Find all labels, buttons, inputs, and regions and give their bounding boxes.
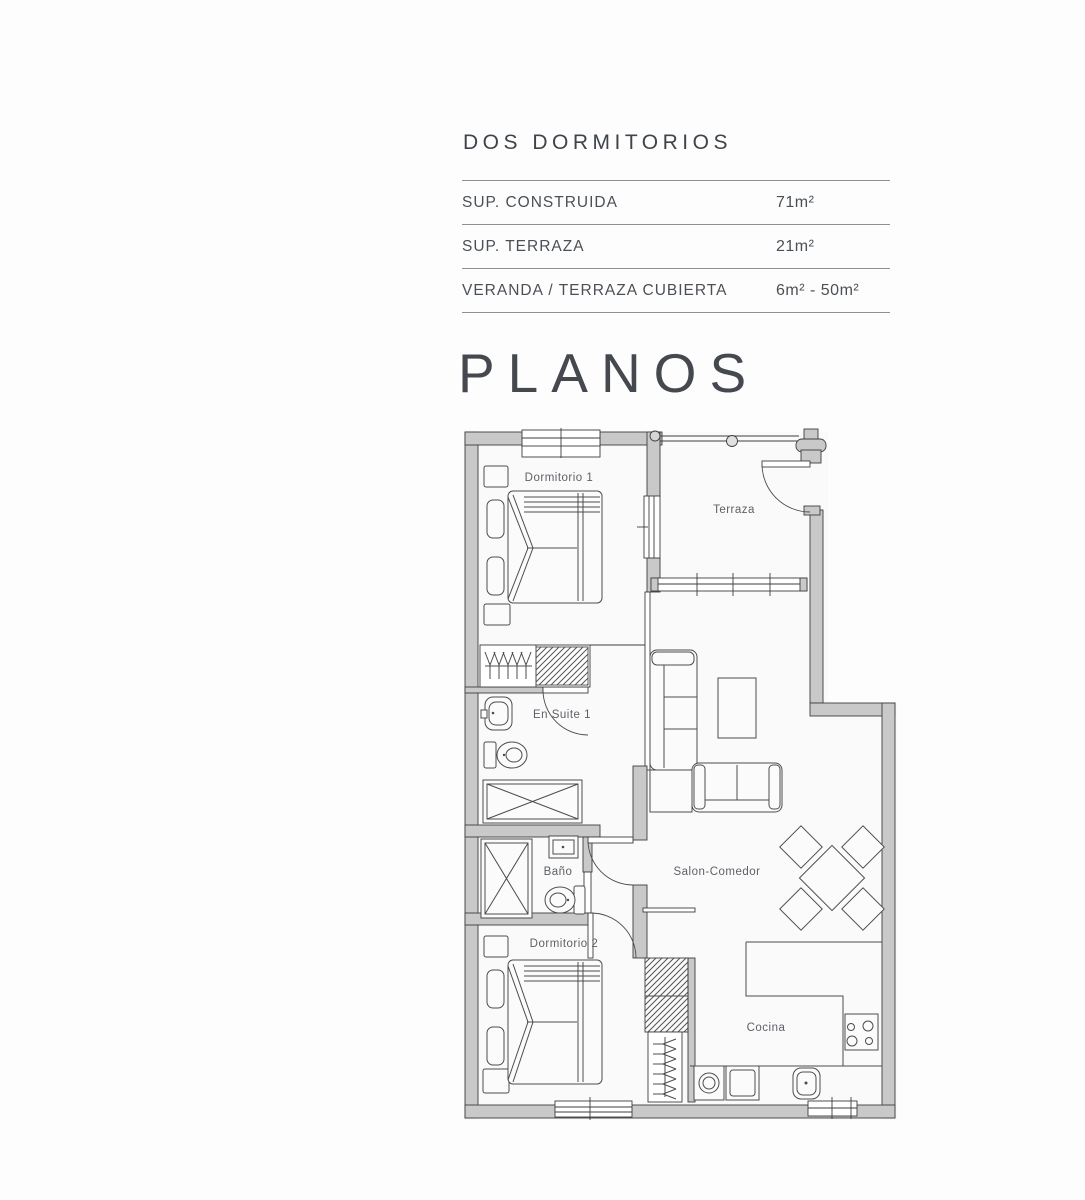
label-cocina: Cocina xyxy=(746,1022,786,1034)
page-title: DOS DORMITORIOS xyxy=(463,131,732,154)
toilet-icon xyxy=(484,742,527,768)
section-title-planos: PLANOS xyxy=(458,342,760,404)
label-dormitorio-1: Dormitorio 1 xyxy=(524,472,594,484)
closet-dormitorio-2 xyxy=(645,958,688,1102)
label-en-suite-1: En Suite 1 xyxy=(532,709,592,721)
hob-icon xyxy=(845,1014,878,1050)
shower-icon xyxy=(481,839,532,918)
coffee-table xyxy=(718,678,756,738)
spec-table xyxy=(462,180,890,313)
window-dormitorio1-top xyxy=(522,428,600,458)
kitchen-sink-icon xyxy=(793,1068,820,1099)
label-dormitorio-2: Dormitorio 2 xyxy=(529,938,599,950)
label-salon-comedor: Salon-Comedor xyxy=(673,866,761,878)
wall-cap xyxy=(650,431,660,441)
washing-machine-icon xyxy=(694,1066,724,1100)
sink-icon xyxy=(549,836,578,858)
spec-label: SUP. CONSTRUIDA xyxy=(462,193,618,211)
railing-post xyxy=(727,436,738,447)
dishwasher-icon xyxy=(726,1066,759,1100)
sink-icon xyxy=(481,697,512,730)
spec-value: 71m² xyxy=(776,193,815,211)
spec-row-veranda xyxy=(462,268,890,312)
label-terraza: Terraza xyxy=(713,504,755,516)
spec-label: SUP. TERRAZA xyxy=(462,237,585,255)
spec-row-terraza xyxy=(462,224,890,268)
spec-label: VERANDA / TERRAZA CUBIERTA xyxy=(462,281,728,299)
spec-row-construida xyxy=(462,180,890,224)
spec-value: 21m² xyxy=(776,237,815,255)
toilet-icon xyxy=(545,886,585,914)
floor-plan xyxy=(450,420,910,1130)
label-bano: Baño xyxy=(543,866,573,878)
shower-icon xyxy=(483,780,582,823)
spec-value: 6m² - 50m² xyxy=(776,281,860,299)
wardrobe-dormitorio-1 xyxy=(480,645,590,687)
